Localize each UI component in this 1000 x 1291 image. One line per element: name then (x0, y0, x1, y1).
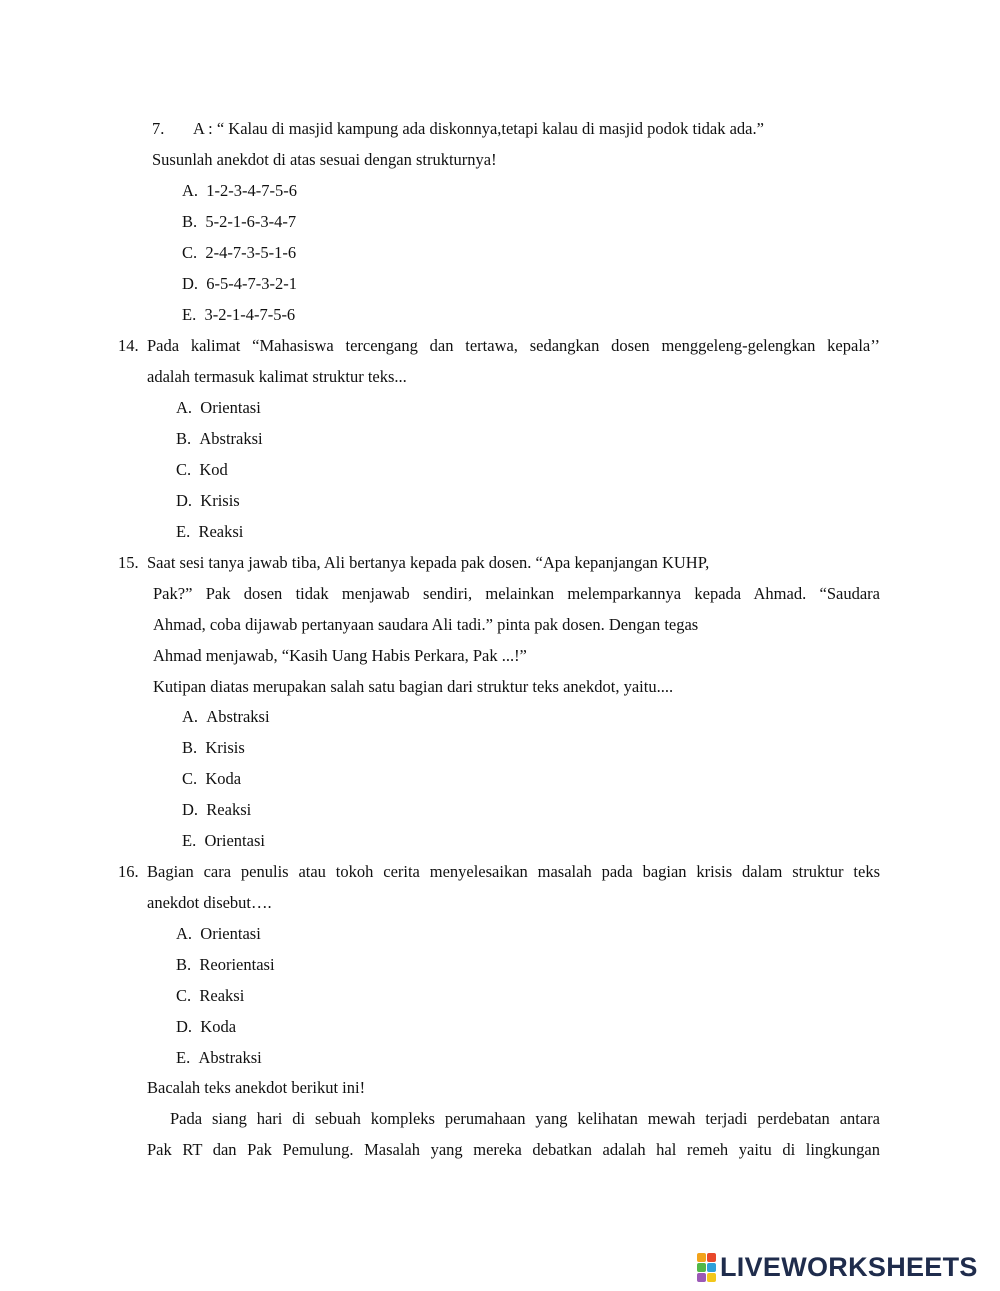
option-text: Reaksi (206, 800, 252, 819)
q15-line-4: Ahmad menjawab, “Kasih Uang Habis Perkara, Pak ...!” (153, 646, 527, 665)
option-letter: C. (182, 243, 198, 262)
q15-line-3: Ahmad, coba dijawab pertanyaan saudara Ali tadi.” pinta pak dosen. Dengan tegas (153, 615, 699, 634)
option-letter: C. (176, 460, 192, 479)
q15-option-d[interactable] (182, 800, 251, 820)
q14-line-1: Pada kalimat “Mahasiswa tercengang dan tertawa, sedangkan dosen menggeleng-gelengkan kepala’’ (147, 336, 880, 355)
option-letter: E. (182, 305, 197, 324)
q7-text: A : “ Kalau di masjid kampung ada diskonnya,tetapi kalau di masjid podok tidak ada.” (193, 119, 764, 138)
q14-option-b[interactable] (176, 429, 263, 449)
option-text: Reorientasi (199, 955, 275, 974)
logo-block (707, 1253, 716, 1262)
option-text: 6-5-4-7-3-2-1 (206, 274, 298, 293)
q7-option-b[interactable] (182, 212, 296, 232)
option-letter: D. (182, 274, 199, 293)
liveworksheets-logo (697, 1252, 978, 1282)
option-letter: C. (176, 986, 192, 1005)
option-letter: D. (182, 800, 199, 819)
option-text: Orientasi (200, 398, 261, 417)
option-text: 1-2-3-4-7-5-6 (206, 181, 298, 200)
option-text: Krisis (200, 491, 240, 510)
option-text: Koda (200, 1017, 237, 1036)
logo-block (697, 1263, 706, 1272)
reading-line-1: Pada siang hari di sebuah kompleks perumahaan yang kelihatan mewah terjadi perdebatan antara (170, 1109, 880, 1128)
q7-option-e[interactable] (182, 305, 295, 325)
q14-number: 14. (118, 336, 139, 355)
logo-block (697, 1253, 706, 1262)
reading-line-2: Pak RT dan Pak Pemulung. Masalah yang mereka debatkan adalah hal remeh yaitu di lingkungan (147, 1140, 880, 1159)
option-letter: B. (182, 738, 198, 757)
q14-option-c[interactable] (176, 460, 228, 480)
option-letter: D. (176, 1017, 193, 1036)
q7-option-d[interactable] (182, 274, 297, 294)
option-text: Krisis (205, 738, 245, 757)
q14-line-2: adalah termasuk kalimat struktur teks... (147, 367, 407, 386)
option-text: 5-2-1-6-3-4-7 (205, 212, 297, 231)
option-text: Orientasi (200, 924, 261, 943)
q15-option-a[interactable] (182, 707, 270, 727)
q15-line-5: Kutipan diatas merupakan salah satu bagian dari struktur teks anekdot, yaitu.... (153, 677, 674, 696)
option-letter: B. (182, 212, 198, 231)
option-text: Kod (199, 460, 228, 479)
logo-block (707, 1273, 716, 1282)
option-letter: A. (182, 707, 199, 726)
option-letter: E. (182, 831, 197, 850)
option-text: 2-4-7-3-5-1-6 (205, 243, 297, 262)
q15-option-e[interactable] (182, 831, 265, 851)
option-letter: A. (176, 398, 193, 417)
option-letter: B. (176, 429, 192, 448)
option-text: Koda (205, 769, 242, 788)
option-letter: E. (176, 1048, 191, 1067)
q14-option-e[interactable] (176, 522, 243, 542)
q15-number: 15. (118, 553, 139, 572)
option-text: Abstraksi (206, 707, 270, 726)
option-letter: D. (176, 491, 193, 510)
option-text: Reaksi (199, 986, 245, 1005)
option-text: Abstraksi (199, 429, 263, 448)
option-text: 3-2-1-4-7-5-6 (204, 305, 296, 324)
q7-instruction: Susunlah anekdot di atas sesuai dengan strukturnya! (152, 150, 497, 169)
q14-option-d[interactable] (176, 491, 240, 511)
logo-block (697, 1273, 706, 1282)
q16-option-a[interactable] (176, 924, 261, 944)
reading-intro: Bacalah teks anekdot berikut ini! (147, 1078, 366, 1097)
q16-line-1: Bagian cara penulis atau tokoh cerita menyelesaikan masalah pada bagian krisis dalam struktur teks (147, 862, 880, 881)
q16-line-2: anekdot disebut…. (147, 893, 272, 912)
q15-line-1: Saat sesi tanya jawab tiba, Ali bertanya kepada pak dosen. “Apa kepanjangan KUHP, (147, 553, 710, 572)
option-letter: E. (176, 522, 191, 541)
q7-number: 7. (152, 119, 165, 138)
q15-option-c[interactable] (182, 769, 241, 789)
q16-option-c[interactable] (176, 986, 244, 1006)
logo-block (707, 1263, 716, 1272)
q16-option-e[interactable] (176, 1048, 262, 1068)
option-letter: A. (176, 924, 193, 943)
q14-option-a[interactable] (176, 398, 261, 418)
option-text: Orientasi (204, 831, 265, 850)
q16-option-d[interactable] (176, 1017, 236, 1037)
option-text: Abstraksi (198, 1048, 262, 1067)
q16-option-b[interactable] (176, 955, 275, 975)
q7-option-c[interactable] (182, 243, 296, 263)
option-text: Reaksi (198, 522, 244, 541)
option-letter: B. (176, 955, 192, 974)
q7-option-a[interactable] (182, 181, 297, 201)
q15-option-b[interactable] (182, 738, 245, 758)
option-letter: C. (182, 769, 198, 788)
q15-line-2: Pak?” Pak dosen tidak menjawab sendiri, melainkan melemparkannya kepada Ahmad. “Saudara (153, 584, 880, 603)
option-letter: A. (182, 181, 199, 200)
q16-number: 16. (118, 862, 139, 881)
logo-text: LIVEWORKSHEETS (720, 1251, 978, 1282)
logo-blocks-icon (697, 1253, 716, 1282)
